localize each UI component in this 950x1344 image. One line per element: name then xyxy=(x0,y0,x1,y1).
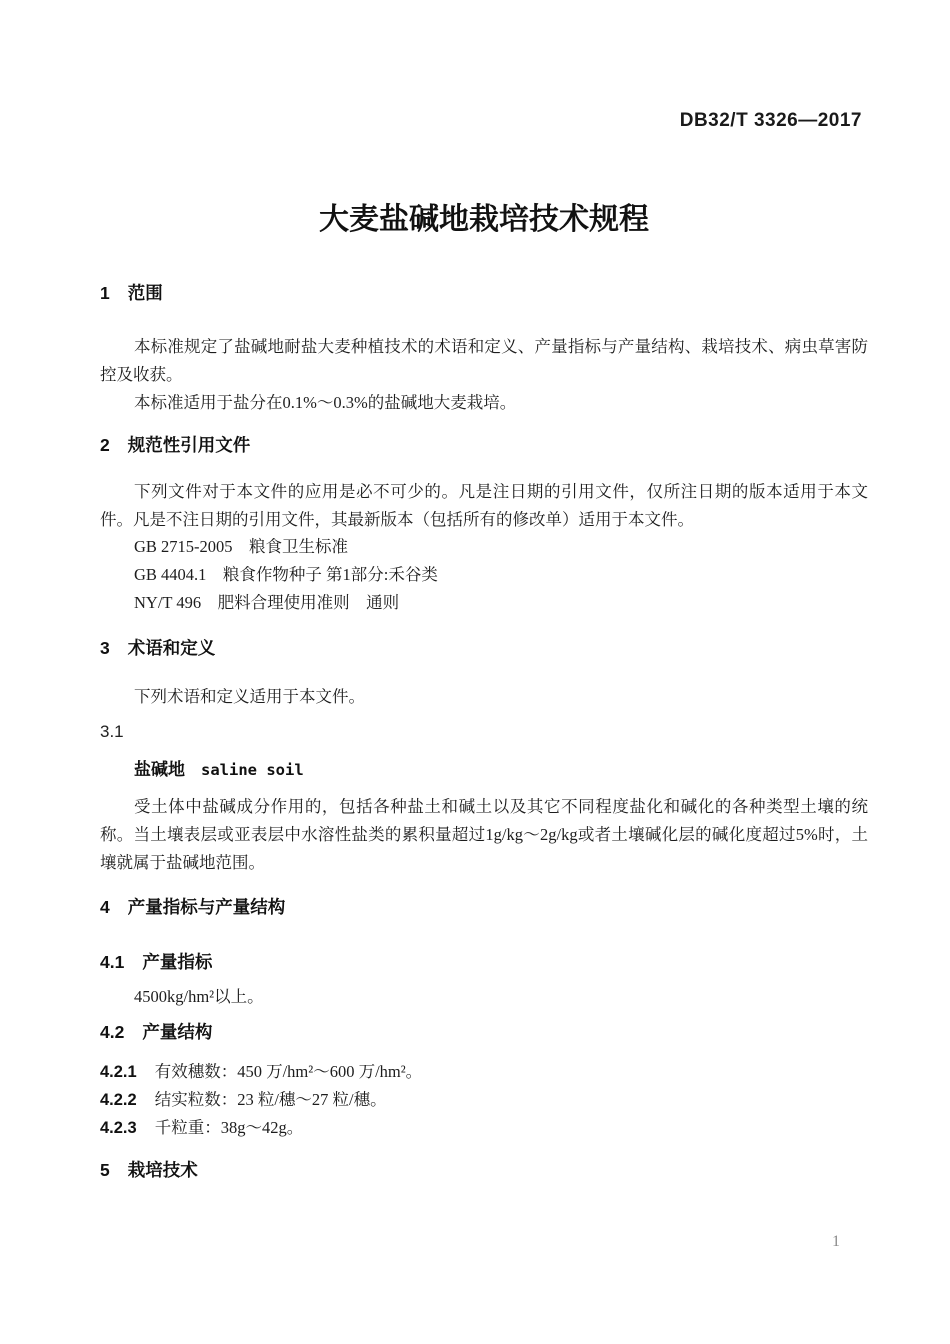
scope-paragraph-2: 本标准适用于盐分在0.1%～0.3%的盐碱地大麦栽培。 xyxy=(134,393,517,412)
section-1-heading xyxy=(100,281,868,305)
section-1-title: 范围 xyxy=(127,283,163,303)
section-4-1-number: 4.1 xyxy=(100,952,125,972)
yield-structure-item-1 xyxy=(100,1058,868,1086)
section-5-number: 5 xyxy=(100,1160,110,1180)
page-number: 1 xyxy=(832,1233,840,1250)
section-2-number: 2 xyxy=(100,435,110,455)
normative-references-list xyxy=(100,533,868,617)
item-4-2-2-text: 结实粒数：23 粒/穗～27 粒/穗。 xyxy=(154,1090,387,1109)
section-4-2-heading xyxy=(100,1020,868,1044)
reference-item: NY/T 496 肥料合理使用准则 通则 xyxy=(134,593,400,612)
section-4-heading xyxy=(100,895,868,919)
section-5-title: 栽培技术 xyxy=(127,1160,198,1180)
reference-item: GB 2715-2005 粮食卫生标准 xyxy=(134,537,349,556)
normative-paragraph: 下列文件对于本文件的应用是必不可少的。凡是注日期的引用文件，仅所注日期的版本适用于本文件。凡是不注日期的引用文件，其最新版本（包括所有的修改单）适用于本文件。 xyxy=(100,482,868,529)
item-4-2-1-text: 有效穗数：450 万/hm²～600 万/hm²。 xyxy=(154,1062,423,1081)
section-3-number: 3 xyxy=(100,638,110,658)
section-4-2-number: 4.2 xyxy=(100,1022,125,1042)
term-definition-paragraph: 受土体中盐碱成分作用的，包括各种盐土和碱土以及其它不同程度盐化和碱化的各种类型土壤的统称。当土壤表层或亚表层中水溶性盐类的累积量超过1g/kg～2g/kg或者土壤碱化层的碱化度超过5%时，土壤就属于盐碱地范围。 xyxy=(100,797,868,872)
section-4-1-heading xyxy=(100,950,868,974)
section-3-title: 术语和定义 xyxy=(127,638,216,658)
section-4-number: 4 xyxy=(100,897,110,917)
item-4-2-3-number: 4.2.3 xyxy=(100,1119,137,1137)
section-4-title: 产量指标与产量结构 xyxy=(127,897,286,917)
section-2-heading xyxy=(100,433,868,457)
item-4-2-1-number: 4.2.1 xyxy=(100,1063,137,1081)
yield-structure-item-2 xyxy=(100,1086,868,1114)
standard-number: DB32/T 3326—2017 xyxy=(679,110,862,131)
section-5-heading xyxy=(100,1158,868,1182)
section-3-heading xyxy=(100,636,868,660)
term-item-number: 3.1 xyxy=(100,722,124,741)
item-4-2-2-number: 4.2.2 xyxy=(100,1091,137,1109)
yield-target-text: 4500kg/hm²以上。 xyxy=(134,987,264,1006)
term-english: saline soil xyxy=(201,761,304,779)
section-4-1-title: 产量指标 xyxy=(142,952,213,972)
section-2-title: 规范性引用文件 xyxy=(127,435,251,455)
term-chinese: 盐碱地 xyxy=(134,760,185,779)
section-1-number: 1 xyxy=(100,283,110,303)
terms-intro-paragraph: 下列术语和定义适用于本文件。 xyxy=(134,687,365,706)
item-4-2-3-text: 千粒重：38g～42g。 xyxy=(154,1118,304,1137)
reference-item: GB 4404.1 粮食作物种子 第1部分:禾谷类 xyxy=(134,565,438,584)
document-title: 大麦盐碱地栽培技术规程 xyxy=(319,203,649,236)
section-4-2-title: 产量结构 xyxy=(142,1022,213,1042)
scope-paragraph-1: 本标准规定了盐碱地耐盐大麦种植技术的术语和定义、产量指标与产量结构、栽培技术、病虫草害防控及收获。 xyxy=(100,337,868,384)
yield-structure-item-3 xyxy=(100,1114,868,1142)
term-entry xyxy=(100,758,868,783)
